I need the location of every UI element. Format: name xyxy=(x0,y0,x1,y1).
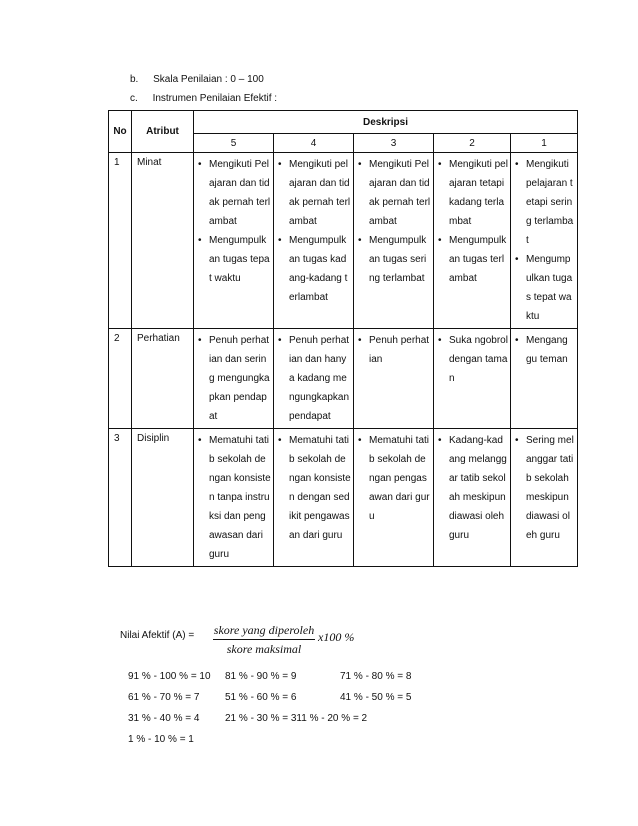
table-row xyxy=(109,329,578,429)
header-atribut: Atribut xyxy=(132,111,194,153)
table-row xyxy=(109,153,578,329)
bullet-icon: • xyxy=(515,435,519,446)
scale-entry: 91 % - 100 % = 10 xyxy=(128,671,211,682)
bullet-icon: • xyxy=(358,335,362,346)
description-cell-score-3 xyxy=(354,429,434,567)
list-item-c xyxy=(130,93,277,104)
header-deskripsi: Deskripsi xyxy=(194,111,578,134)
description-item xyxy=(198,155,271,231)
description-text: Mengumpulkan tugas tepat waktu xyxy=(526,254,573,322)
description-item xyxy=(515,155,575,250)
description-text: Mengumpulkan tugas terlambat xyxy=(449,235,507,284)
description-cell-score-5 xyxy=(194,429,274,567)
description-item xyxy=(278,231,351,307)
bullet-icon: • xyxy=(515,335,519,346)
description-text: Penuh perhatian dan hanya kadang mengungkapkan pendapat xyxy=(289,335,350,422)
description-cell-score-4 xyxy=(274,329,354,429)
description-item xyxy=(358,231,431,288)
bullet-icon: • xyxy=(358,435,362,446)
scale-entry: 1 % - 10 % = 1 xyxy=(128,734,194,745)
description-item xyxy=(515,431,575,545)
description-cell-score-2 xyxy=(434,429,511,567)
bullet-icon: • xyxy=(515,159,519,170)
description-cell-score-2 xyxy=(434,153,511,329)
description-text: Mengikuti Pelajaran dan tidak pernah terlambat xyxy=(209,159,271,227)
description-item xyxy=(438,431,508,545)
row-attribute: Perhatian xyxy=(132,329,194,429)
affective-assessment-table xyxy=(108,110,578,567)
scale-entry: 41 % - 50 % = 5 xyxy=(340,692,412,703)
header-score-3: 3 xyxy=(354,134,434,153)
scale-entry: 61 % - 70 % = 7 xyxy=(128,692,200,703)
bullet-icon: • xyxy=(515,254,519,265)
description-text: Sering melanggar tatib sekolah meskipun diawasi oleh guru xyxy=(526,435,574,541)
header-score-5: 5 xyxy=(194,134,274,153)
description-text: Mengikuti pelajaran tetapi kadang terlambat xyxy=(449,159,508,227)
description-item xyxy=(438,155,508,231)
formula-denominator: skore maksimal xyxy=(226,642,302,656)
scale-entry: 31 % - 40 % = 4 xyxy=(128,713,200,724)
formula-multiplier: x100 % xyxy=(318,630,355,644)
bullet-icon: • xyxy=(358,159,362,170)
description-text: Mengumpulkan tugas tepat waktu xyxy=(209,235,270,284)
description-item xyxy=(278,331,351,426)
formula-label: Nilai Afektif (A) = xyxy=(120,630,195,641)
scale-entry: 71 % - 80 % = 8 xyxy=(340,671,412,682)
description-item xyxy=(278,155,351,231)
bullet-icon: • xyxy=(358,235,362,246)
instrumen-penilaian-text: Instrumen Penilaian Efektif : xyxy=(152,93,278,104)
description-text: Mematuhi tatib sekolah dengan konsisten dengan sedikit pengawasan dari guru xyxy=(289,435,351,541)
description-cell-score-2 xyxy=(434,329,511,429)
row-attribute: Minat xyxy=(132,153,194,329)
header-score-4: 4 xyxy=(274,134,354,153)
description-cell-score-1 xyxy=(511,153,578,329)
bullet-icon: • xyxy=(278,335,282,346)
bullet-icon: • xyxy=(278,235,282,246)
list-item-b xyxy=(130,74,264,85)
description-item xyxy=(198,431,271,564)
list-marker-c: c. xyxy=(130,93,138,104)
header-score-1: 1 xyxy=(511,134,578,153)
description-text: Mengumpulkan tugas kadang-kadang terlambat xyxy=(289,235,348,303)
description-text: Suka ngobrol dengan taman xyxy=(449,335,508,384)
header-score-2: 2 xyxy=(434,134,511,153)
description-text: Kadang-kadang melanggar tatib sekolah meskipun diawasi oleh guru xyxy=(449,435,507,541)
description-text: Mematuhi tatib sekolah dengan pengasawan dari guru xyxy=(369,435,430,522)
row-number: 2 xyxy=(109,329,132,429)
bullet-icon: • xyxy=(198,435,202,446)
description-text: Mengumpulkan tugas sering terlambat xyxy=(369,235,427,284)
formula-fraction xyxy=(213,623,315,657)
description-cell-score-4 xyxy=(274,429,354,567)
header-no: No xyxy=(109,111,132,153)
bullet-icon: • xyxy=(278,159,282,170)
description-cell-score-5 xyxy=(194,329,274,429)
scale-entry: 81 % - 90 % = 9 xyxy=(225,671,297,682)
row-number: 1 xyxy=(109,153,132,329)
bullet-icon: • xyxy=(198,235,202,246)
scale-entry: 51 % - 60 % = 6 xyxy=(225,692,297,703)
list-marker-b: b. xyxy=(130,74,139,85)
table-row xyxy=(109,429,578,567)
scale-entry: 21 % - 30 % = 311 % - 20 % = 2 xyxy=(225,713,368,724)
formula-numerator: skore yang diperoleh xyxy=(213,623,315,640)
description-text: Mengikuti pelajaran dan tidak pernah terlambat xyxy=(289,159,351,227)
description-item xyxy=(438,231,508,288)
bullet-icon: • xyxy=(438,335,442,346)
description-text: Penuh perhatian xyxy=(369,335,430,365)
description-cell-score-3 xyxy=(354,153,434,329)
description-cell-score-1 xyxy=(511,429,578,567)
bullet-icon: • xyxy=(438,235,442,246)
description-item xyxy=(358,155,431,231)
description-item xyxy=(358,431,431,526)
description-item xyxy=(438,331,508,388)
description-text: Mengikuti Pelajaran dan tidak pernah terlambat xyxy=(369,159,431,227)
bullet-icon: • xyxy=(278,435,282,446)
description-item xyxy=(515,250,575,326)
bullet-icon: • xyxy=(438,159,442,170)
bullet-icon: • xyxy=(198,159,202,170)
description-item xyxy=(358,331,431,369)
description-item xyxy=(278,431,351,545)
bullet-icon: • xyxy=(438,435,442,446)
description-text: Penuh perhatian dan sering mengungkapkan pendapat xyxy=(209,335,270,422)
description-cell-score-3 xyxy=(354,329,434,429)
description-cell-score-4 xyxy=(274,153,354,329)
row-number: 3 xyxy=(109,429,132,567)
bullet-icon: • xyxy=(198,335,202,346)
description-cell-score-5 xyxy=(194,153,274,329)
description-item xyxy=(198,331,271,426)
row-attribute: Disiplin xyxy=(132,429,194,567)
description-item xyxy=(198,231,271,288)
description-text: Mematuhi tatib sekolah dengan konsisten tanpa instruksi dan pengawasan dari guru xyxy=(209,435,271,560)
description-text: Mengang gu teman xyxy=(526,335,568,365)
description-text: Mengikuti pelajaran tetapi sering terlambat xyxy=(526,159,574,246)
skala-penilaian-text: Skala Penilaian : 0 – 100 xyxy=(153,74,264,85)
description-item xyxy=(515,331,575,369)
description-cell-score-1 xyxy=(511,329,578,429)
